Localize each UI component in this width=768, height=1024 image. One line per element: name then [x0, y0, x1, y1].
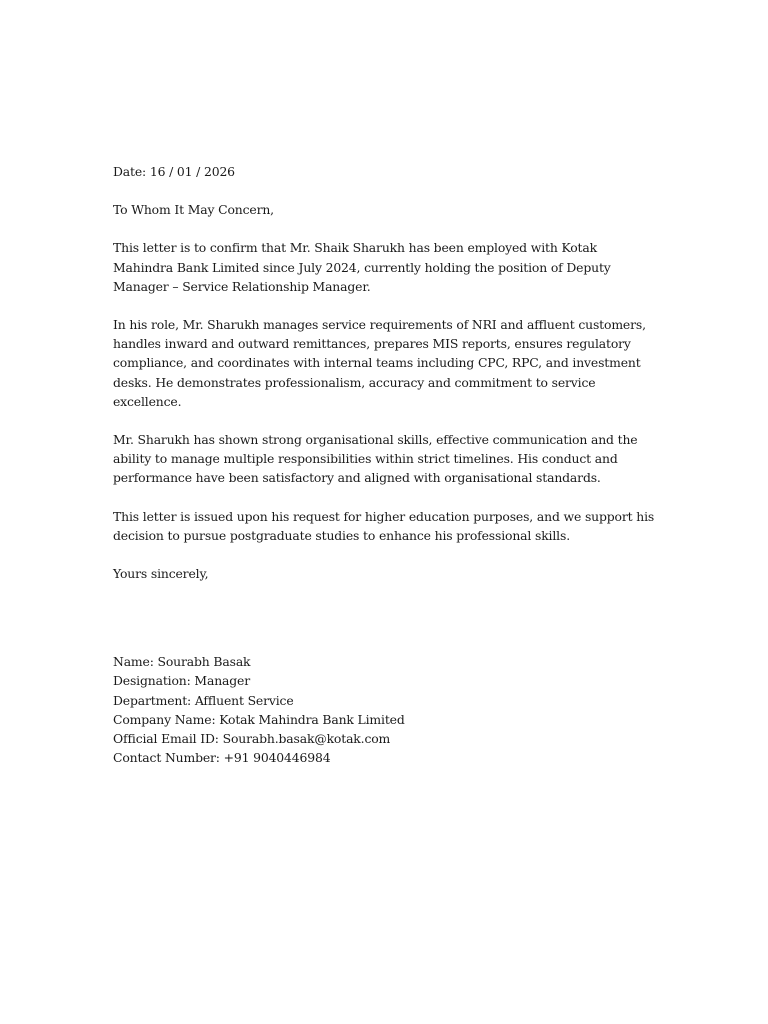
signatory-contact: Contact Number: +91 9040446984 [113, 750, 331, 766]
letter-paragraph-purpose: This letter is issued upon his request for higher education purposes, and we support his decision to pursue postgraduate studies to enhance his professional skills. [113, 508, 655, 543]
letter-paragraph-skills: Mr. Sharukh has shown strong organisational skills, effective communication and the ability to manage multiple responsibilities within strict timelines. His conduct and performance have been satisfactory and aligned with organisational standards. [113, 432, 638, 486]
signatory-department: Department: Affluent Service [113, 692, 294, 708]
letter-body [113, 162, 658, 767]
signature-space [113, 583, 658, 652]
signature-block [113, 652, 658, 767]
signatory-email: Official Email ID: Sourabh.basak@kotak.com [113, 731, 391, 747]
signatory-name: Name: Sourabh Basak [113, 654, 251, 670]
letter-date: Date: 16 / 01 / 2026 [113, 164, 235, 179]
letter-paragraph-employment: This letter is to confirm that Mr. Shaik Sharukh has been employed with Kotak Mahindra Bank Limited since July 2024, currently holding the position of Deputy Manager – Service Relationship Manager. [113, 240, 611, 294]
letter-closing: Yours sincerely, [113, 566, 209, 582]
signatory-designation: Designation: Manager [113, 673, 251, 689]
letter-salutation: To Whom It May Concern, [113, 202, 274, 218]
letter-paragraph-role: In his role, Mr. Sharukh manages service requirements of NRI and affluent customers, handles inward and outward remittances, prepares MIS reports, ensures regulatory compliance, and coordinates with internal teams including CPC, RPC, and investment desks. He demonstrates professionalism, accuracy and commitment to service excellence. [113, 317, 646, 409]
signatory-company: Company Name: Kotak Mahindra Bank Limited [113, 711, 405, 727]
